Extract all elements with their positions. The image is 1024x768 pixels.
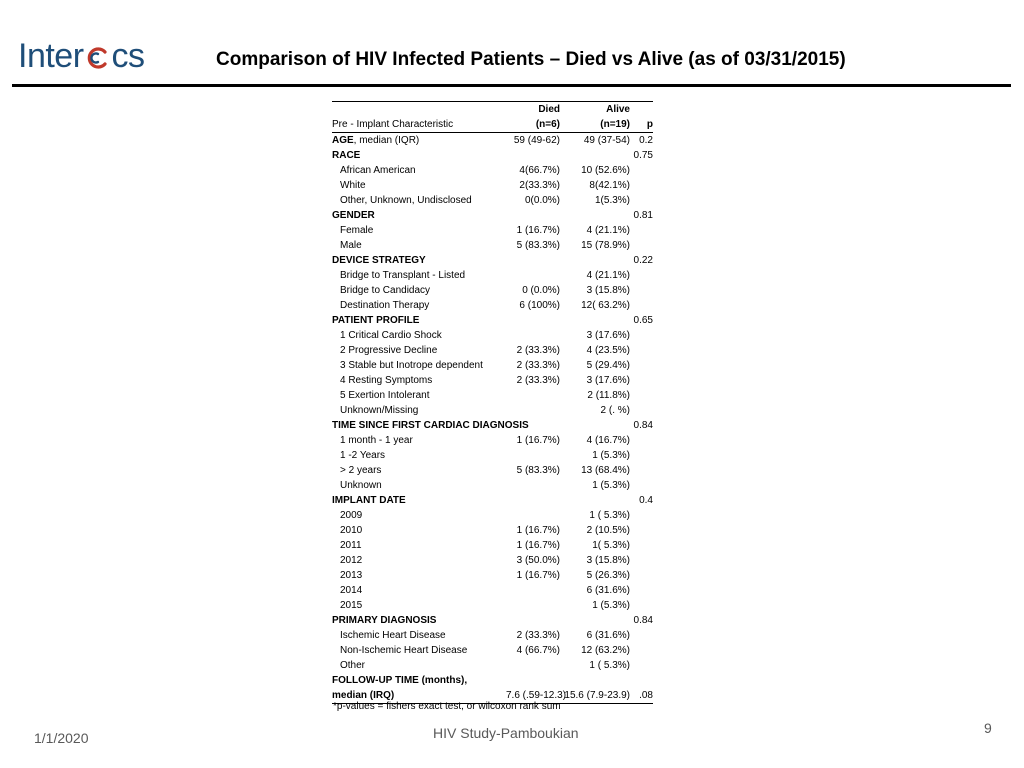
died-value: 1 (16.7%) — [516, 570, 560, 581]
p-value: 0.84 — [633, 615, 653, 626]
p-value: 0.75 — [633, 150, 653, 161]
died-value: 4(66.7%) — [519, 165, 560, 176]
p-value — [630, 178, 653, 193]
table-row — [332, 508, 653, 523]
page-number: 9 — [984, 720, 992, 736]
row-label: White — [340, 180, 366, 191]
died-value — [506, 478, 560, 493]
row-label: GENDER — [332, 210, 375, 221]
table-row — [332, 598, 653, 613]
table-row — [332, 478, 653, 493]
p-value: 0.4 — [639, 495, 653, 506]
p-value: 0.84 — [633, 420, 653, 431]
table-row — [332, 238, 653, 253]
died-value: 1 (16.7%) — [516, 540, 560, 551]
header-alive: Alive — [560, 102, 630, 118]
p-value — [630, 388, 653, 403]
alive-value: 12( 63.2%) — [581, 300, 630, 311]
alive-value: 2 (. %) — [600, 405, 630, 416]
table-row — [332, 178, 653, 193]
alive-value: 8(42.1%) — [589, 180, 630, 191]
header-alive-n: (n=19) — [560, 117, 630, 133]
row-label — [332, 133, 506, 149]
died-value: 2 (33.3%) — [516, 630, 560, 641]
died-value — [506, 388, 560, 403]
followup-label-2: median (IRQ) — [332, 688, 506, 704]
section-row — [332, 418, 653, 433]
row-label: Male — [340, 240, 362, 251]
table-row — [332, 328, 653, 343]
row-label: PRIMARY DIAGNOSIS — [332, 615, 437, 626]
p-value — [630, 268, 653, 283]
table-row — [332, 448, 653, 463]
p-value — [630, 358, 653, 373]
row-label: Non-Ischemic Heart Disease — [340, 645, 468, 656]
p-value: 0.2 — [639, 135, 653, 146]
alive-value: 6 (31.6%) — [586, 630, 630, 641]
died-value: 2(33.3%) — [519, 180, 560, 191]
died-value — [506, 328, 560, 343]
table-row — [332, 643, 653, 658]
section-row — [332, 613, 653, 628]
row-label: 2009 — [340, 510, 363, 521]
alive-value: 6 (31.6%) — [586, 585, 630, 596]
alive-value: 4 (21.1%) — [586, 225, 630, 236]
row-label: 1 -2 Years — [340, 450, 386, 461]
characteristics-table — [332, 101, 653, 704]
table-row — [332, 523, 653, 538]
row-label: IMPLANT DATE — [332, 495, 406, 506]
alive-value — [560, 208, 630, 223]
followup-label: FOLLOW-UP TIME (months), — [332, 675, 468, 686]
row-label: 2010 — [340, 525, 363, 536]
p-value — [630, 598, 653, 613]
row-label-bold: AGE — [332, 135, 354, 146]
row-label: Other — [340, 660, 366, 671]
row-label: RACE — [332, 150, 361, 161]
table-header-row-1 — [332, 102, 653, 118]
row-label: DEVICE STRATEGY — [332, 255, 426, 266]
row-label: 2013 — [340, 570, 363, 581]
alive-value — [560, 613, 630, 628]
died-value — [506, 208, 560, 223]
alive-value: 3 (17.6%) — [586, 375, 630, 386]
p-value — [630, 658, 653, 673]
p-value — [630, 583, 653, 598]
footer-date: 1/1/2020 — [34, 730, 89, 746]
alive-value: 15 (78.9%) — [581, 240, 630, 251]
p-value — [630, 508, 653, 523]
died-value: 1 (16.7%) — [516, 435, 560, 446]
row-label: Bridge to Candidacy — [340, 285, 431, 296]
p-value — [630, 373, 653, 388]
table-row — [332, 193, 653, 208]
alive-value: 1 (5.3%) — [592, 600, 630, 611]
alive-value: 3 (15.8%) — [586, 285, 630, 296]
table-row — [332, 343, 653, 358]
died-value — [506, 493, 560, 508]
died-value: 0 (0.0%) — [522, 285, 560, 296]
alive-value: 2 (10.5%) — [586, 525, 630, 536]
row-label: PATIENT PROFILE — [332, 315, 420, 326]
alive-value: 3 (15.8%) — [586, 555, 630, 566]
p-value — [630, 283, 653, 298]
p-value — [630, 298, 653, 313]
p-value — [630, 553, 653, 568]
followup-died: 7.6 (.59-12.3) — [506, 688, 560, 704]
alive-value: 1 ( 5.3%) — [589, 510, 630, 521]
row-label-rest: , median (IQR) — [353, 135, 420, 146]
table-row — [332, 658, 653, 673]
section-row — [332, 313, 653, 328]
p-value — [630, 478, 653, 493]
alive-value: 4 (23.5%) — [586, 345, 630, 356]
table-row — [332, 283, 653, 298]
died-value — [506, 253, 560, 268]
died-value: 2 (33.3%) — [516, 360, 560, 371]
table-row — [332, 628, 653, 643]
row-label: 4 Resting Symptoms — [340, 375, 433, 386]
section-row — [332, 253, 653, 268]
table-row — [332, 358, 653, 373]
followup-p: .08 — [630, 688, 653, 704]
p-value — [630, 343, 653, 358]
table-row — [332, 403, 653, 418]
header-p: p — [630, 117, 653, 133]
table-row — [332, 223, 653, 238]
table-row — [332, 163, 653, 178]
died-value — [506, 598, 560, 613]
row-label: Ischemic Heart Disease — [340, 630, 446, 641]
row-label: Unknown/Missing — [340, 405, 419, 416]
row-label: TIME SINCE FIRST CARDIAC DIAGNOSIS — [332, 420, 529, 431]
p-value — [630, 628, 653, 643]
row-label: Unknown — [340, 480, 382, 491]
p-value — [630, 523, 653, 538]
table-row — [332, 463, 653, 478]
section-row — [332, 208, 653, 223]
p-value — [630, 328, 653, 343]
died-value: 1 (16.7%) — [516, 225, 560, 236]
alive-value: 1 (5.3%) — [592, 480, 630, 491]
died-value — [506, 583, 560, 598]
table-footnote: *p-values = fishers exact test, or wilcoxon rank sum — [333, 701, 561, 712]
died-value: 6 (100%) — [519, 300, 560, 311]
p-value — [630, 568, 653, 583]
alive-value: 13 (68.4%) — [581, 465, 630, 476]
alive-value: 1(5.3%) — [594, 195, 630, 206]
slide-title: Comparison of HIV Infected Patients – Died vs Alive (as of 03/31/2015) — [216, 49, 846, 70]
row-label: 1 Critical Cardio Shock — [340, 330, 442, 341]
died-value: 5 (83.3%) — [516, 465, 560, 476]
table-row — [332, 568, 653, 583]
p-value — [630, 403, 653, 418]
died-value: 0(0.0%) — [524, 195, 560, 206]
alive-value: 2 (11.8%) — [587, 390, 630, 401]
alive-value: 1 (5.3%) — [592, 450, 630, 461]
p-value — [630, 463, 653, 478]
alive-value: 4 (21.1%) — [586, 270, 630, 281]
table-row — [332, 298, 653, 313]
row-label: 3 Stable but Inotrope dependent — [340, 360, 483, 371]
p-value — [630, 538, 653, 553]
alive-value: 12 (63.2%) — [581, 645, 630, 656]
table-row — [332, 373, 653, 388]
died-value — [506, 613, 560, 628]
died-value — [506, 148, 560, 163]
alive-value: 4 (16.7%) — [586, 435, 630, 446]
section-row — [332, 148, 653, 163]
died-value: 5 (83.3%) — [516, 240, 560, 251]
died-value: 3 (50.0%) — [516, 555, 560, 566]
row-label: Destination Therapy — [340, 300, 430, 311]
table-row — [332, 538, 653, 553]
alive-value — [560, 313, 630, 328]
footer-study-name: HIV Study-Pamboukian — [433, 725, 579, 741]
header-died-n: (n=6) — [506, 117, 560, 133]
followup-alive: 15.6 (7.9-23.9) — [560, 688, 630, 704]
died-value: 59 (49-62) — [513, 135, 560, 146]
alive-value — [560, 253, 630, 268]
died-value — [506, 658, 560, 673]
header-characteristic: Pre - Implant Characteristic — [332, 117, 506, 133]
died-value — [506, 448, 560, 463]
row-label: Female — [340, 225, 374, 236]
p-value — [630, 643, 653, 658]
section-row — [332, 493, 653, 508]
row-label: > 2 years — [340, 465, 382, 476]
intermacs-logo-mark-icon — [85, 45, 111, 71]
logo-text-left: Inter — [18, 36, 84, 75]
p-value — [630, 163, 653, 178]
died-value: 2 (33.3%) — [516, 375, 560, 386]
table-row — [332, 433, 653, 448]
alive-value: 5 (26.3%) — [586, 570, 630, 581]
table-row — [332, 268, 653, 283]
row-label: 1 month - 1 year — [340, 435, 413, 446]
alive-value: 1 ( 5.3%) — [589, 660, 630, 671]
logo-text-right: cs — [111, 36, 145, 75]
alive-value: 10 (52.6%) — [581, 165, 630, 176]
died-value — [506, 313, 560, 328]
p-value — [630, 193, 653, 208]
p-value — [630, 238, 653, 253]
header-died: Died — [506, 102, 560, 118]
table-row — [332, 583, 653, 598]
p-value: 0.22 — [633, 255, 653, 266]
row-label: 5 Exertion Intolerant — [340, 390, 430, 401]
alive-value — [560, 418, 630, 433]
p-value: 0.65 — [633, 315, 653, 326]
table-header-row-2 — [332, 117, 653, 133]
row-label: 2014 — [340, 585, 363, 596]
row-label: 2015 — [340, 600, 363, 611]
alive-value — [560, 148, 630, 163]
row-label: 2 Progressive Decline — [340, 345, 438, 356]
table-row — [332, 553, 653, 568]
p-value — [630, 433, 653, 448]
died-value — [506, 268, 560, 283]
p-value — [630, 448, 653, 463]
followup-row — [332, 673, 653, 688]
alive-value: 3 (17.6%) — [586, 330, 630, 341]
died-value: 4 (66.7%) — [516, 645, 560, 656]
intermacs-logo — [18, 36, 145, 76]
p-value — [630, 223, 653, 238]
died-value — [506, 403, 560, 418]
title-divider — [12, 84, 1011, 87]
alive-value: 1( 5.3%) — [592, 540, 630, 551]
row-label: Other, Unknown, Undisclosed — [340, 195, 472, 206]
died-value: 2 (33.3%) — [516, 345, 560, 356]
alive-value: 49 (37-54) — [583, 135, 630, 146]
died-value — [506, 508, 560, 523]
table-row — [332, 388, 653, 403]
row-label: 2011 — [340, 540, 362, 551]
row-label: Bridge to Transplant - Listed — [340, 270, 466, 281]
alive-value: 5 (29.4%) — [586, 360, 630, 371]
row-label: African American — [340, 165, 416, 176]
alive-value — [560, 493, 630, 508]
table-row — [332, 133, 653, 149]
row-label: 2012 — [340, 555, 363, 566]
p-value: 0.81 — [633, 210, 653, 221]
died-value: 1 (16.7%) — [516, 525, 560, 536]
